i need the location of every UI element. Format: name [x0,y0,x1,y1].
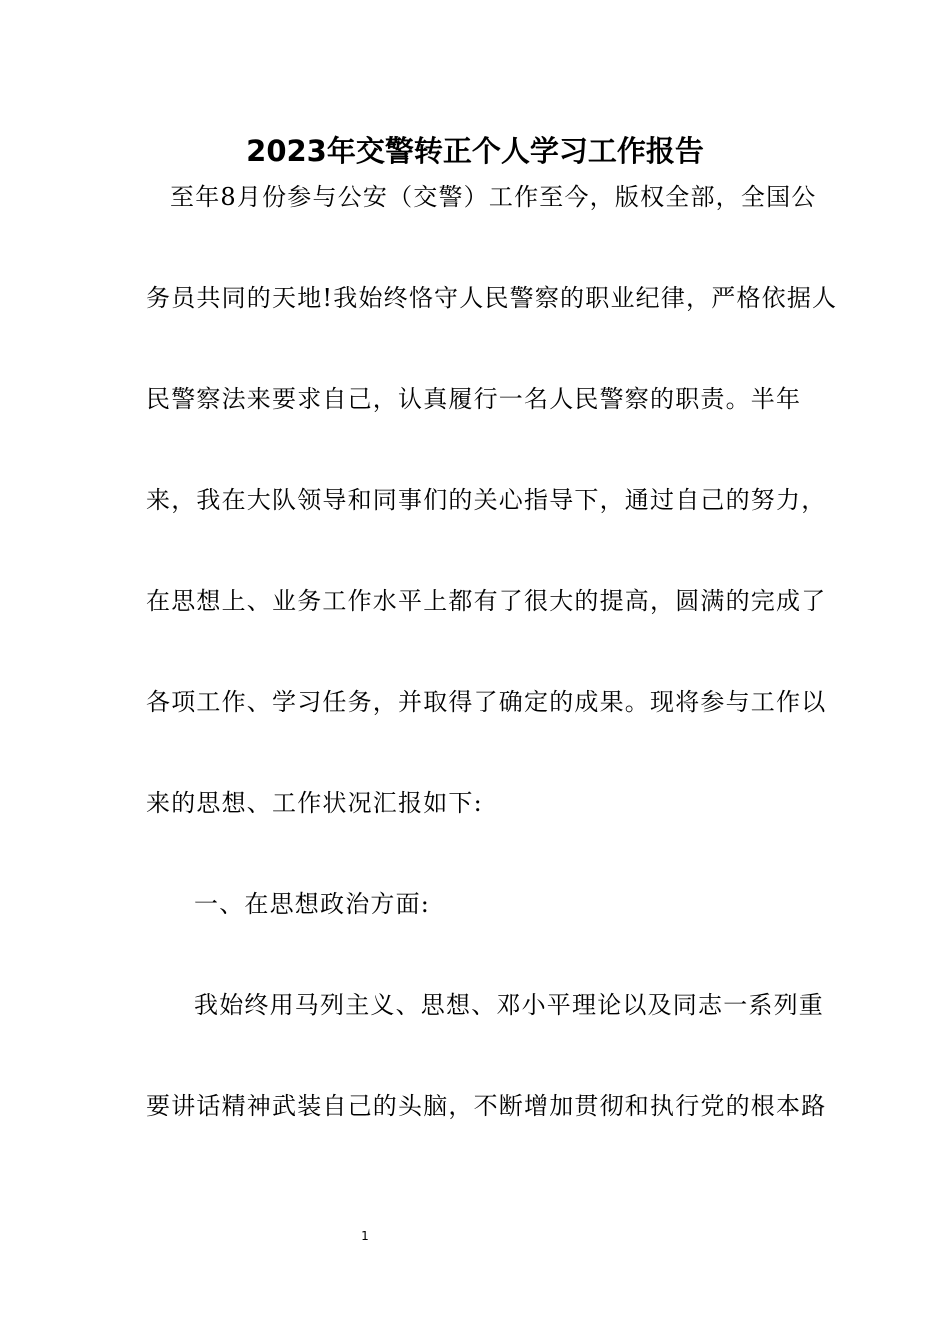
section-heading: 一、在思想政治方面: [194,890,431,918]
paragraph-line-8: 我始终用马列主义、思想、邓小平理论以及同志一系列重 [194,991,824,1019]
paragraph-line-1: 至年8月份参与公安（交警）工作至今，版权全部，全国公 [170,183,817,211]
paragraph-line-9: 要讲话精神武装自己的头脑，不断增加贯彻和执行党的根本路 [146,1092,827,1120]
page-number: 1 [361,1229,369,1243]
document-title: 2023年交警转正个人学习工作报告 [246,134,704,168]
paragraph-line-6: 各项工作、学习任务，并取得了确定的成果。现将参与工作以 [146,688,827,716]
paragraph-line-3: 民警察法来要求自己，认真履行一名人民警察的职责。半年 [146,385,802,413]
paragraph-line-7: 来的思想、工作状况汇报如下: [146,789,483,817]
paragraph-line-2: 务员共同的天地!我始终恪守人民警察的职业纪律，严格依据人 [146,284,838,312]
paragraph-line-5: 在思想上、业务工作水平上都有了很大的提高，圆满的完成了 [146,587,827,615]
paragraph-line-4: 来，我在大队领导和同事们的关心指导下，通过自己的努力， [146,486,827,514]
